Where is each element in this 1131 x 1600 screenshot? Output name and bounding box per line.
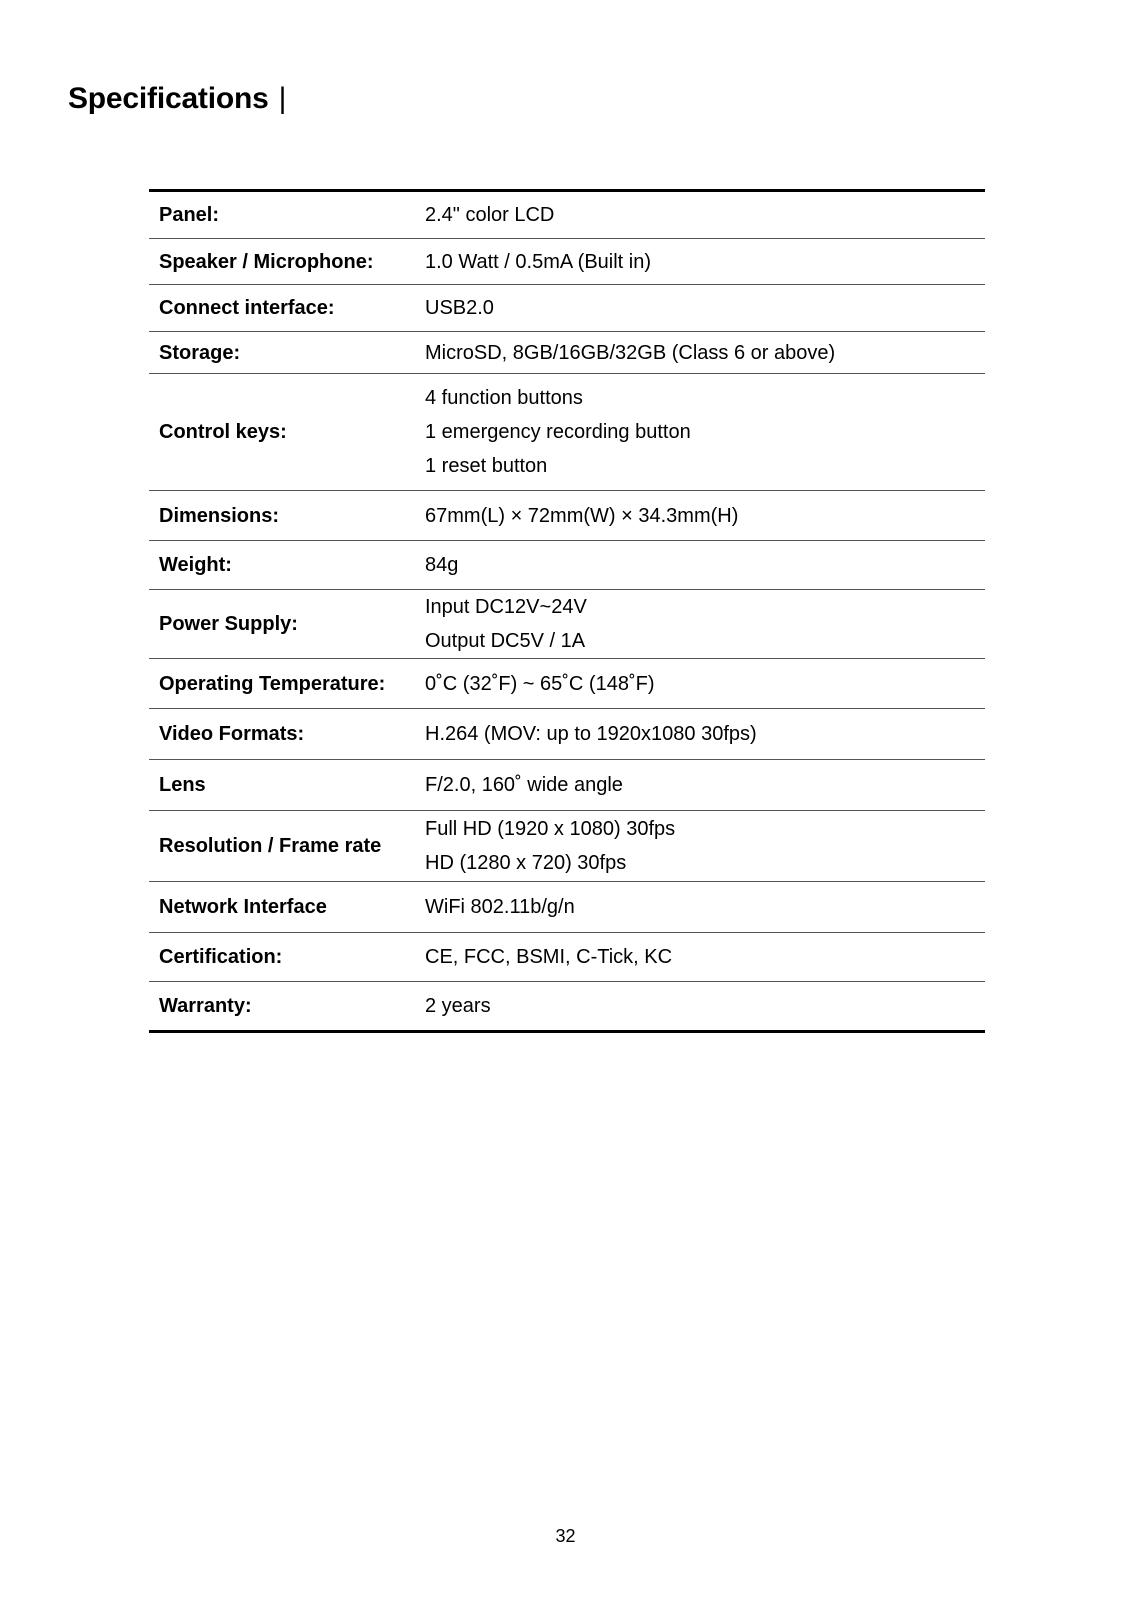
spec-row (149, 239, 985, 285)
spec-value (413, 191, 985, 239)
page-title (68, 82, 286, 116)
page-title-text: Specifications (68, 82, 269, 115)
spec-value-line: 2 years (425, 995, 491, 1017)
spec-label: Warranty: (159, 995, 252, 1017)
spec-value-line: 84g (425, 554, 459, 576)
specifications-table-body (149, 191, 985, 1032)
spec-row (149, 541, 985, 590)
spec-row (149, 933, 985, 982)
spec-value (413, 239, 985, 285)
spec-value (413, 933, 985, 982)
title-separator: | (278, 82, 287, 115)
spec-value (413, 541, 985, 590)
spec-value-line: WiFi 802.11b/g/n (425, 896, 575, 918)
spec-value (413, 491, 985, 541)
spec-value (413, 982, 985, 1032)
spec-value (413, 285, 985, 332)
spec-label: Panel: (149, 191, 413, 239)
spec-label: Storage: (149, 332, 413, 374)
spec-value-line: 1 emergency recording button (425, 421, 691, 443)
spec-label: Network Interface (149, 882, 413, 933)
spec-value (413, 659, 985, 709)
spec-label: Connect interface: (149, 285, 413, 332)
spec-row (149, 982, 985, 1032)
spec-row (149, 760, 985, 811)
spec-value (413, 709, 985, 760)
spec-value (413, 332, 985, 374)
spec-value-line: 4 function buttons (425, 387, 583, 409)
spec-value-line: 1 reset button (425, 455, 548, 477)
spec-row (149, 590, 985, 659)
spec-value-line: USB2.0 (425, 297, 494, 319)
spec-label: Control keys: (149, 374, 413, 491)
spec-row (149, 191, 985, 239)
spec-value (413, 760, 985, 811)
spec-value-line: F/2.0, 160˚ wide angle (425, 774, 623, 796)
spec-label: Lens (149, 760, 413, 811)
spec-value (413, 882, 985, 933)
spec-label: Weight: (149, 541, 413, 590)
spec-value-line: H.264 (MOV: up to 1920x1080 30fps) (425, 723, 757, 745)
spec-row (149, 882, 985, 933)
spec-value-line: 0˚C (32˚F) ~ 65˚C (148˚F) (425, 672, 655, 695)
spec-row (149, 332, 985, 374)
spec-value-line: 67mm(L) × 72mm(W) × 34.3mm(H) (425, 504, 739, 527)
spec-row (149, 659, 985, 709)
spec-value-line: Input DC12V~24V (425, 596, 587, 618)
spec-row (149, 491, 985, 541)
spec-row (149, 285, 985, 332)
spec-row (149, 811, 985, 882)
spec-value-line: 2.4" color LCD (425, 204, 555, 226)
spec-label: Dimensions: (149, 491, 413, 541)
spec-value-line: MicroSD, 8GB/16GB/32GB (Class 6 or above) (425, 341, 836, 364)
spec-label: Power Supply: (149, 590, 413, 659)
spec-value-line: HD (1280 x 720) 30fps (425, 852, 627, 874)
spec-label: Certification: (149, 933, 413, 982)
page-number: 32 (555, 1526, 576, 1546)
spec-label: Video Formats: (149, 709, 413, 760)
spec-row (149, 709, 985, 760)
spec-label: Speaker / Microphone: (149, 239, 413, 285)
spec-value-line: Output DC5V / 1A (425, 630, 586, 652)
spec-value (413, 374, 985, 491)
spec-value-line: Full HD (1920 x 1080) 30fps (425, 818, 676, 840)
spec-label: Resolution / Frame rate (149, 811, 413, 882)
spec-label: Operating Temperature: (149, 659, 413, 709)
spec-value (413, 590, 985, 659)
spec-value-line: CE, FCC, BSMI, C-Tick, KC (425, 946, 673, 968)
spec-value-line: 1.0 Watt / 0.5mA (Built in) (425, 250, 652, 273)
spec-row (149, 374, 985, 491)
spec-value (413, 811, 985, 882)
specifications-table (149, 189, 985, 1033)
